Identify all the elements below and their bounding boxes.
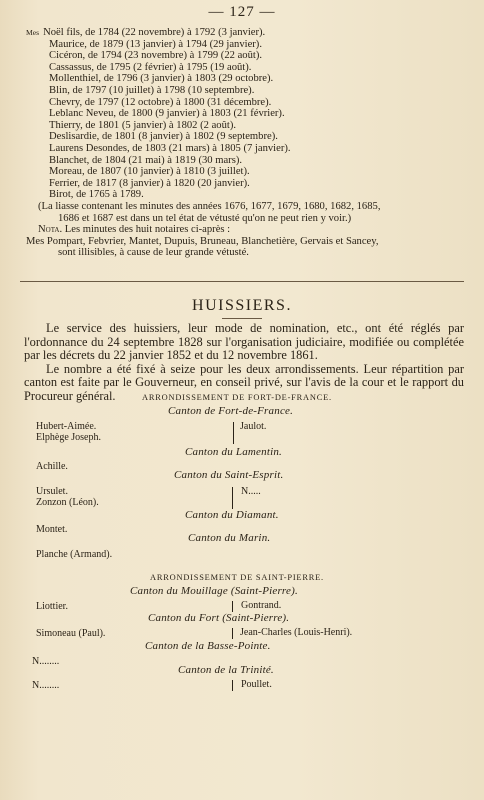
- list-item: Blin, de 1797 (10 juillet) à 1798 (10 septembre).: [49, 84, 255, 96]
- huissier-name: N.....: [241, 486, 261, 497]
- liasse-note-cont: 1686 et 1687 est dans un tel état de vétusté qu'on ne peut rien y voir.): [58, 212, 352, 224]
- arrondissement-2-title: ARRONDISSEMENT DE SAINT-PIERRE.: [150, 573, 324, 582]
- huissier-name: Jean-Charles (Louis-Henri).: [240, 627, 353, 638]
- list-item: Cassassus, de 1795 (2 février) à 1795 (19 août).: [49, 61, 252, 73]
- list-item: Moreau, de 1807 (10 janvier) à 1810 (3 juillet).: [49, 166, 250, 178]
- arrondissement-1-title: ARRONDISSEMENT DE FORT-DE-FRANCE.: [142, 393, 332, 402]
- huissier-name: Poullet.: [241, 679, 272, 690]
- section-title: HUISSIERS.: [192, 297, 292, 314]
- huissier-name: Gontrand.: [241, 600, 282, 611]
- brace-bar: [232, 680, 233, 691]
- list-item: Leblanc Neveu, de 1800 (9 janvier) à 1803 (21 février).: [49, 108, 285, 120]
- liasse-note: (La liasse contenant les minutes des années 1676, 1677, 1679, 1680, 1682, 1685,: [38, 200, 381, 212]
- brace-bar: [232, 601, 233, 612]
- huissier-name: Zonzon (Léon).: [36, 497, 99, 508]
- list-item: Thierry, de 1801 (5 janvier) à 1802 (2 août).: [49, 119, 236, 131]
- canton-basse-pointe: Canton de la Basse-Pointe.: [145, 640, 271, 652]
- intro-paragraph-2: Le nombre a été fixé à seize pour les deux arrondissements. Leur répartition par canton est faite par le Gouverneur, en conseil privé, sur l'avis de la cour et le rapport du Procureur général.: [24, 361, 464, 403]
- list-item: Blanchet, de 1804 (21 mai) à 1819 (30 mars).: [49, 154, 242, 166]
- list-item: Mes Noël fils, de 1784 (22 novembre) à 1792 (3 janvier).: [26, 27, 266, 38]
- huissier-name: Simoneau (Paul).: [36, 628, 106, 639]
- section-divider: [20, 281, 464, 282]
- canton-trinite: Canton de la Trinité.: [178, 664, 274, 676]
- list-item: Laurens Desondes, de 1803 (21 mars) à 1805 (7 janvier).: [49, 142, 291, 154]
- nota-line-3: sont illisibles, à cause de leur grande vétusté.: [58, 247, 249, 259]
- canton-mouillage: Canton du Mouillage (Saint-Pierre).: [130, 585, 298, 597]
- huissier-name: Liottier.: [36, 601, 68, 612]
- list-item: Birot, de 1765 à 1789.: [49, 189, 144, 201]
- list-item: Chevry, de 1797 (12 octobre) à 1800 (31 décembre).: [49, 96, 272, 108]
- huissier-name: Ursulet.: [36, 486, 68, 497]
- huissier-name: Montet.: [36, 524, 68, 535]
- nota-line: Nota. Les minutes des huit notaires ci-après :: [38, 224, 231, 236]
- nota-label: Nota.: [38, 224, 63, 236]
- canton-marin: Canton du Marin.: [188, 532, 271, 544]
- huissier-name: Achille.: [36, 461, 68, 472]
- brace-bar: [232, 628, 233, 639]
- canton-lamentin: Canton du Lamentin.: [185, 446, 282, 458]
- huissier-name: Hubert-Aimée.: [36, 421, 97, 432]
- page-number: — 127 —: [208, 4, 276, 20]
- list-item: Cicéron, de 1794 (23 novembre) à 1799 (22 août).: [49, 50, 262, 62]
- nota-line-2: Mes Pompart, Febvrier, Mantet, Dupuis, Bruneau, Blanchetière, Gervais et Sancey,: [26, 235, 379, 247]
- huissier-name: Elphège Joseph.: [36, 432, 101, 443]
- brace-bar: [232, 487, 233, 509]
- list-item: Deslisardie, de 1801 (8 janvier) à 1802 (9 septembre).: [49, 131, 278, 143]
- brace-bar: [233, 422, 234, 444]
- title-underline: [222, 318, 262, 319]
- huissier-name: Jaulot.: [240, 421, 267, 432]
- canton-diamant: Canton du Diamant.: [185, 509, 279, 521]
- notaries-prefix: Mes: [26, 28, 40, 37]
- huissier-name: N........: [32, 680, 60, 691]
- huissier-name: N........: [32, 656, 60, 667]
- canton-fort-de-france: Canton de Fort-de-France.: [168, 405, 294, 417]
- intro-text: [24, 322, 464, 404]
- list-item: Maurice, de 1879 (13 janvier) à 1794 (29 janvier).: [49, 38, 262, 50]
- list-item: Mollenthiel, de 1796 (3 janvier) à 1803 (29 octobre).: [49, 73, 274, 85]
- canton-fort: Canton du Fort (Saint-Pierre).: [148, 612, 290, 624]
- huissier-name: Planche (Armand).: [36, 549, 113, 560]
- intro-paragraph-1: Le service des huissiers, leur mode de nomination, etc., ont été réglés par l'ordonnance du 24 septembre 1828 sur l'organisation judiciaire, modifiée ou complétée par les décrets du 22 janvier 1852 et du 12 novembre 1861.: [24, 321, 464, 363]
- list-item: Ferrier, de 1817 (8 janvier) à 1820 (20 janvier).: [49, 177, 250, 189]
- notaries-list: [26, 27, 466, 259]
- canton-saint-esprit: Canton du Saint-Esprit.: [174, 469, 284, 481]
